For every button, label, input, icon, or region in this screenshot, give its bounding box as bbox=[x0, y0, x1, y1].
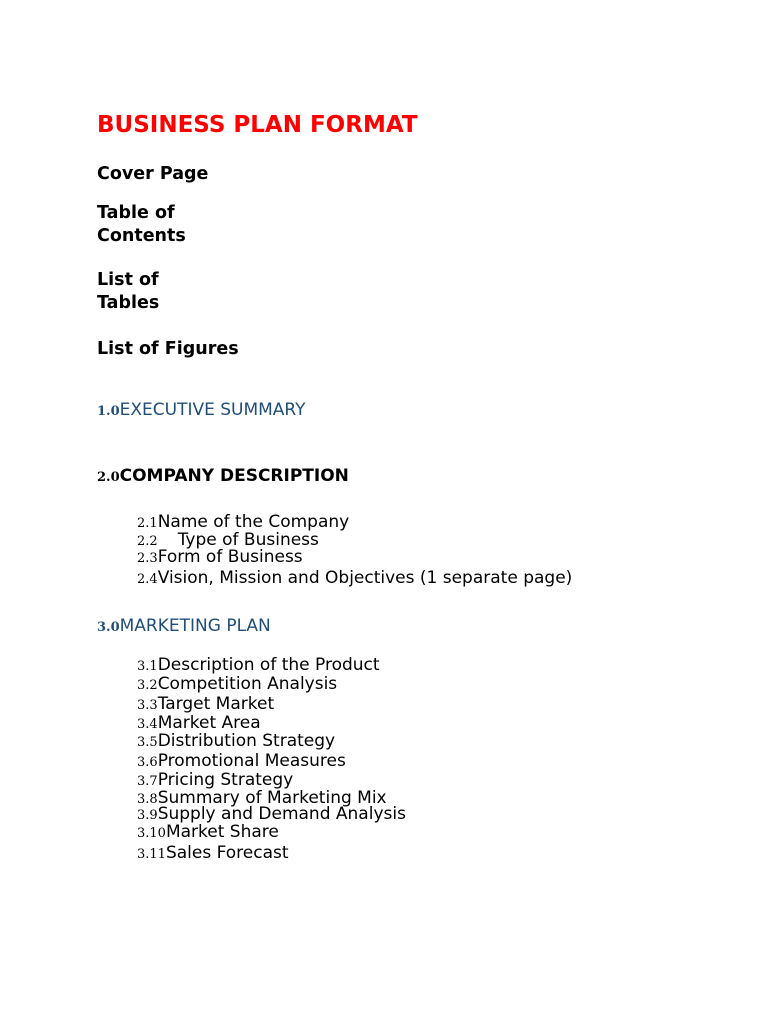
subsection-item bbox=[137, 732, 335, 752]
section-title: COMPANY DESCRIPTION bbox=[119, 466, 349, 486]
subsection-label: Competition Analysis bbox=[157, 674, 338, 694]
subsection-item bbox=[137, 675, 337, 695]
subsection-label: Form of Business bbox=[157, 547, 303, 567]
subsection-item bbox=[137, 548, 303, 568]
subsection-number: 2.1 bbox=[137, 516, 158, 531]
section-number: 3.0 bbox=[97, 620, 120, 635]
subsection-label: Pricing Strategy bbox=[157, 770, 294, 790]
front-matter-list-of-figures: List of Figures bbox=[97, 339, 239, 359]
subsection-label: Market Share bbox=[165, 822, 279, 842]
subsection-item bbox=[137, 752, 346, 772]
subsection-item bbox=[137, 823, 279, 843]
subsection-item bbox=[137, 569, 572, 589]
subsection-number: 3.1 bbox=[137, 659, 158, 674]
subsection-label: Promotional Measures bbox=[157, 751, 346, 771]
front-matter-list-of-tables: List of Tables bbox=[97, 270, 160, 313]
document-title: BUSINESS PLAN FORMAT bbox=[97, 112, 418, 138]
subsection-number: 3.3 bbox=[137, 698, 158, 713]
subsection-label: Supply and Demand Analysis bbox=[157, 804, 406, 824]
subsection-label: Type of Business bbox=[177, 530, 319, 550]
section-number: 1.0 bbox=[97, 404, 120, 419]
subsection-label: Vision, Mission and Objectives (1 separate page) bbox=[157, 568, 573, 588]
subsection-item bbox=[137, 695, 274, 715]
subsection-label: Name of the Company bbox=[157, 512, 350, 532]
subsection-number: 3.7 bbox=[137, 774, 158, 789]
section-number: 2.0 bbox=[97, 470, 120, 485]
subsection-number: 2.2 bbox=[137, 534, 158, 549]
subsection-number: 3.2 bbox=[137, 678, 158, 693]
subsection-number: 3.5 bbox=[137, 735, 158, 750]
section-title: MARKETING PLAN bbox=[119, 616, 271, 636]
section-executive-summary bbox=[97, 400, 306, 420]
subsection-label: Summary of Marketing Mix bbox=[157, 788, 387, 808]
subsection-item bbox=[137, 844, 289, 864]
subsection-label: Target Market bbox=[157, 694, 275, 714]
subsection-number: 3.10 bbox=[137, 826, 166, 841]
section-title: EXECUTIVE SUMMARY bbox=[119, 400, 306, 420]
section-company-description bbox=[97, 466, 349, 486]
subsection-number: 3.9 bbox=[137, 808, 158, 823]
subsection-label: Distribution Strategy bbox=[157, 731, 336, 751]
section-marketing-plan bbox=[97, 616, 271, 636]
subsection-item bbox=[137, 656, 380, 676]
subsection-number: 3.8 bbox=[137, 792, 158, 807]
subsection-label: Description of the Product bbox=[157, 655, 380, 675]
subsection-label: Market Area bbox=[157, 713, 261, 733]
subsection-number: 2.3 bbox=[137, 551, 158, 566]
subsection-label: Sales Forecast bbox=[165, 843, 289, 863]
subsection-number: 2.4 bbox=[137, 572, 158, 587]
subsection-number: 3.6 bbox=[137, 755, 158, 770]
subsection-number: 3.11 bbox=[137, 847, 166, 862]
front-matter-cover-page: Cover Page bbox=[97, 164, 209, 184]
front-matter-table-of-contents: Table of Contents bbox=[97, 203, 186, 246]
subsection-number: 3.4 bbox=[137, 717, 158, 732]
